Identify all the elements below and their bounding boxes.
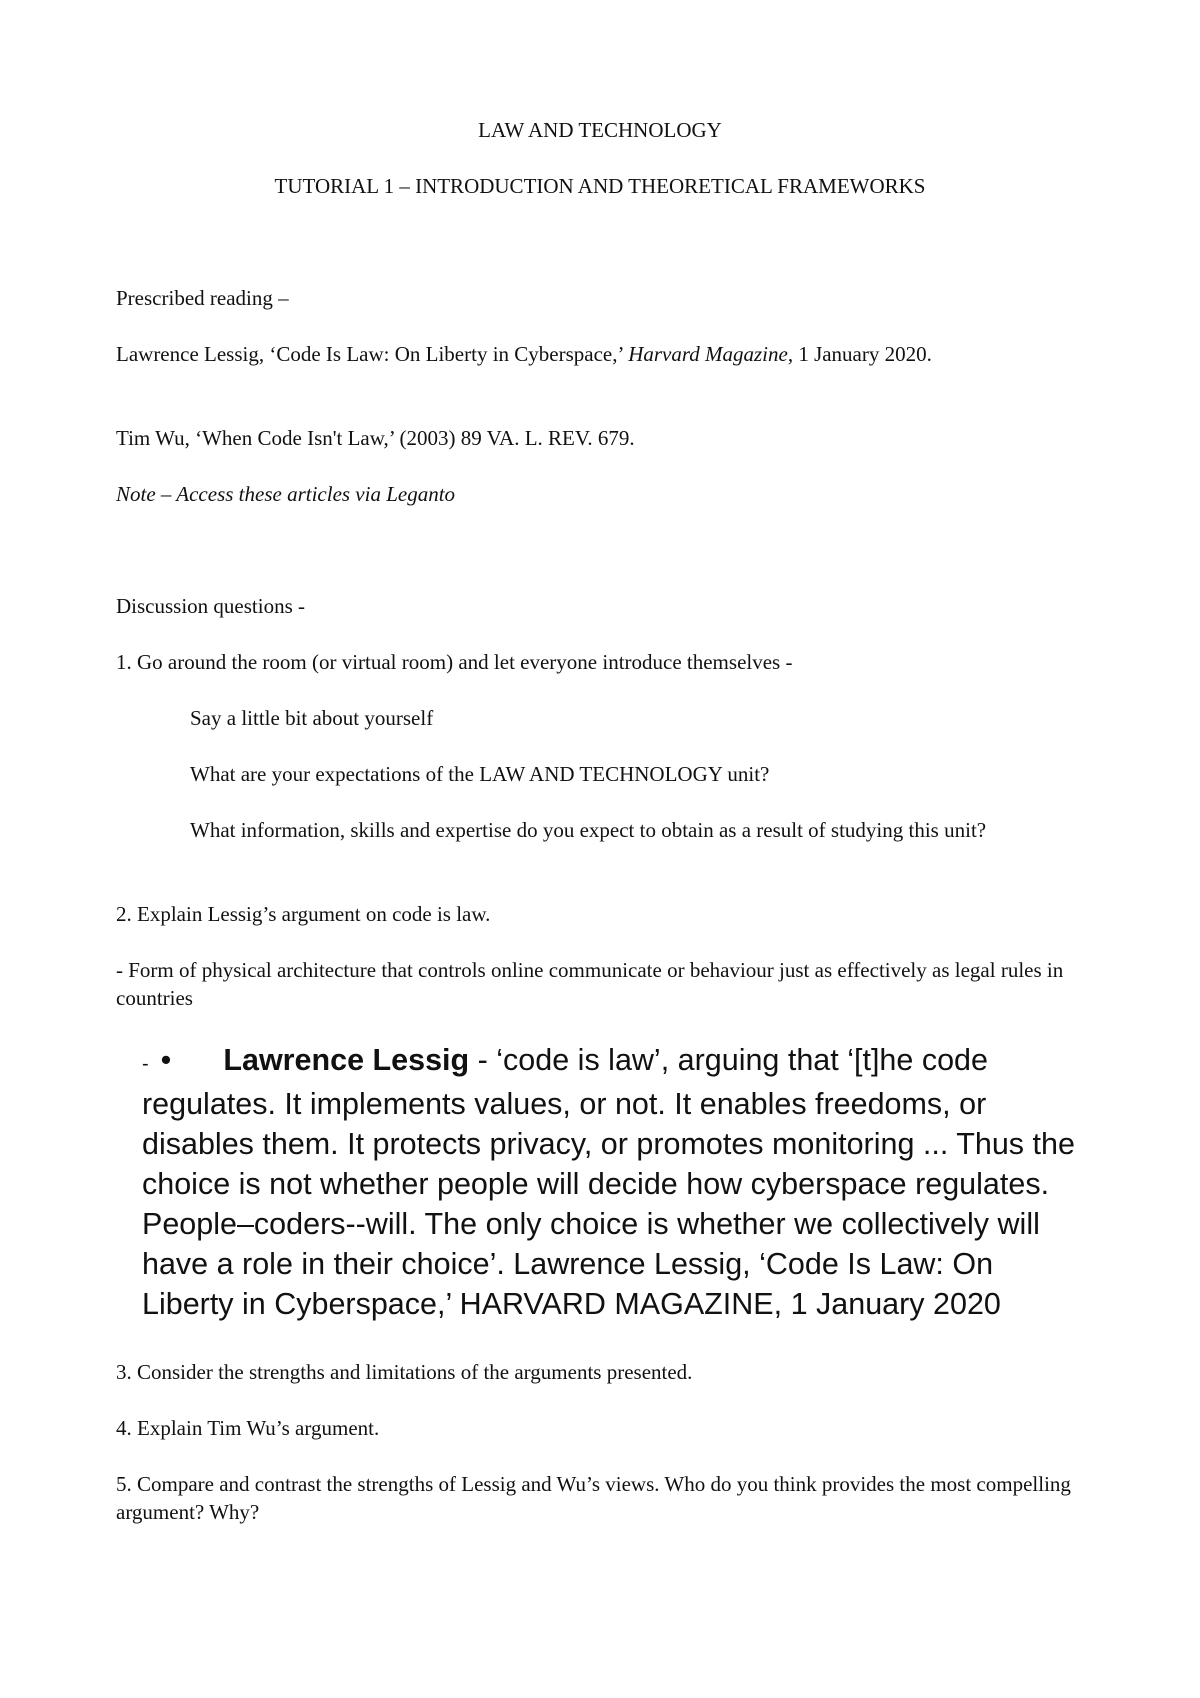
reading-item-lessig-text: Lawrence Lessig, ‘Code Is Law: On Liberty in Cyberspace,’: [116, 342, 629, 366]
question-1-sub-3: What information, skills and expertise do you expect to obtain as a result of studying this unit?: [190, 818, 987, 842]
question-1-sub-1: Say a little bit about yourself: [190, 706, 434, 730]
reading-heading: Prescribed reading –: [116, 286, 289, 310]
quote-dash: -: [142, 1053, 149, 1075]
quote-author: Lawrence Lessig: [223, 1043, 470, 1077]
document-subtitle: TUTORIAL 1 – INTRODUCTION AND THEORETICAL FRAMEWORKS: [274, 174, 926, 198]
question-3: 3. Consider the strengths and limitations of the arguments presented.: [116, 1360, 693, 1384]
reading-item-lessig-date: , 1 January 2020.: [787, 342, 932, 366]
document-title: LAW AND TECHNOLOGY: [478, 118, 722, 142]
reading-item-wu: Tim Wu, ‘When Code Isn't Law,’ (2003) 89 VA. L. REV. 679.: [116, 426, 635, 450]
reading-item-lessig-journal: Harvard Magazine: [628, 342, 788, 366]
question-2: 2. Explain Lessig’s argument on code is law.: [116, 902, 491, 926]
discussion-heading: Discussion questions -: [116, 594, 305, 618]
reading-note: Note – Access these articles via Leganto: [116, 482, 456, 506]
question-1: 1. Go around the room (or virtual room) and let everyone introduce themselves -: [116, 650, 793, 674]
reading-item-lessig: [116, 340, 1086, 368]
bullet-icon: •: [160, 1043, 172, 1077]
question-1-sub-2: What are your expectations of the LAW AND TECHNOLOGY unit?: [190, 762, 770, 786]
lessig-quote: [142, 1040, 1092, 1324]
question-5: 5. Compare and contrast the strengths of Lessig and Wu’s views. Who do you think provides the most compelling argument? Why?: [116, 1472, 1071, 1524]
quote-text: - ‘code is law’, arguing that ‘[t]he code regulates. It implements values, or not. It enables freedoms, or disables them. It protects privacy, or promotes monitoring ... Thus the choice is not whether people will decide how cyberspace regulates. People–coders--will. The only choice is whether we collectively will have a role in their choice’. Lawrence Lessig, ‘Code Is Law: On Liberty in Cyberspace,’ HARVARD MAGAZINE, 1 January 2020: [142, 1043, 1075, 1321]
question-2-answer: - Form of physical architecture that controls online communicate or behaviour just as effectively as legal rules in countries: [116, 958, 1064, 1010]
question-4: 4. Explain Tim Wu’s argument.: [116, 1416, 380, 1440]
